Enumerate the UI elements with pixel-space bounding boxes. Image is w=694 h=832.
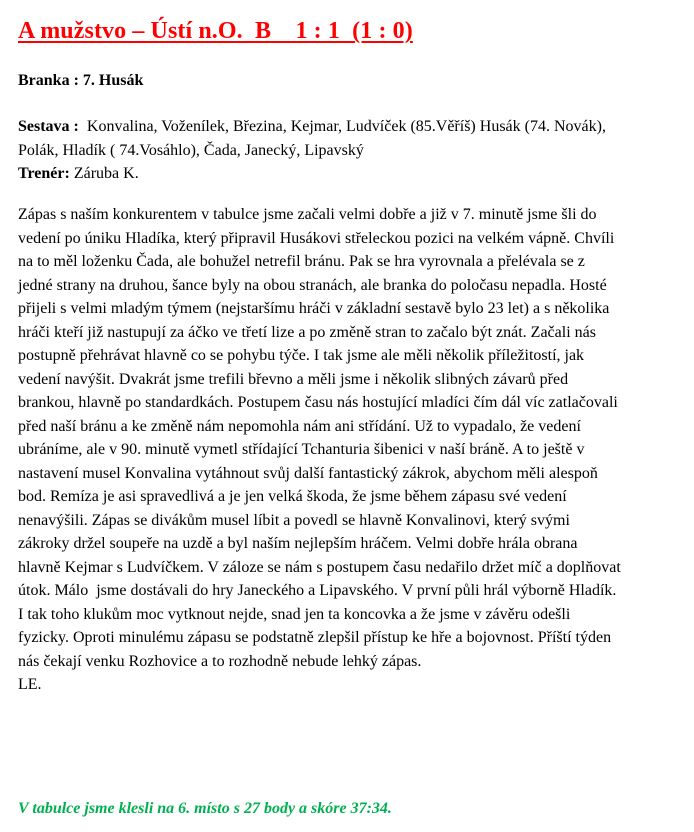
table-standing-note: V tabulce jsme klesli na 6. místo s 27 body a skóre 37:34.	[18, 800, 392, 817]
report-line: hlavně Kejmar s Ludvíčkem. V záloze se nám s postupem času nedařilo držet míč a doplňovat	[18, 558, 621, 576]
report-line: nás čekají venku Rozhovice a to rozhodně nebude lehký zápas.	[18, 652, 422, 670]
report-line: vedení navýšit. Dvakrát jsme trefili břevno a měli jsme i několik slibných závarů před	[18, 370, 569, 388]
report-line: vedení po úniku Hladíka, který připravil Husákovi střeleckou pozici na velkém vápně. Chvíli	[18, 229, 615, 247]
report-line: nastavení musel Konvalina vytáhnout svůj další fantastický zákrok, abychom měli alespoň	[18, 464, 598, 482]
report-line: nenavýšili. Zápas se divákům musel líbit a povedl se hlavně Konvalinovi, který svými	[18, 511, 570, 529]
coach-name: Záruba K.	[69, 165, 139, 182]
match-report	[18, 203, 686, 697]
lineup-players-1: Konvalina, Voženílek, Březina, Kejmar, Ludvíček (85.Věříš) Husák (74. Novák),	[78, 118, 606, 135]
match-title: A mužstvo – Ústí n.O. B 1 : 1 (1 : 0)	[18, 18, 413, 44]
report-line: přijeli s velmi mladým týmem (nejstaršímu hráči v základní sestavě bylo 23 let) a s několika	[18, 300, 610, 317]
lineup-section	[18, 115, 688, 186]
coach-line	[18, 162, 688, 186]
goal-scorer: Branka : 7. Husák	[18, 72, 144, 89]
coach-label: Trenér:	[18, 165, 70, 182]
report-line: brankou, hlavně po standardkách. Postupem času nás hostující mladíci čím dál víc zatlačovali	[18, 394, 618, 411]
report-line: fyzicky. Oproti minulému zápasu se podstatně zlepšil přístup ke hře a bojovnost. Příští týden	[18, 629, 612, 646]
report-line: útok. Málo jsme dostávali do hry Janeckého a Lipavského. V první půli hrál výborně Hladík.	[18, 582, 617, 599]
report-line: zákroky držel soupeře na uzdě a byl naším nejlepším hráčem. Velmi dobře hrála obrana	[18, 535, 578, 552]
report-line: jedné strany na druhou, šance byly na obou stranách, ale branka do poločasu nepadla. Hosté	[18, 276, 607, 294]
report-line: hráči kteří již nastupují za áčko ve třetí lize a po změně stran to začalo být znát. Začali nás	[18, 323, 596, 341]
report-line: LE.	[18, 676, 42, 693]
report-line: postupně přehrávat hlavně co se pohybu týče. I tak jsme ale měli několik příležitostí, jak	[18, 347, 585, 364]
report-line: I tak toho klukům moc vytknout nejde, snad jen ta koncovka a že jsme v závěru odešli	[18, 605, 571, 623]
lineup-label: Sestava :	[18, 118, 79, 135]
report-line: na to měl loženku Čada, ale bohužel netrefil bránu. Pak se hra vyrovnala a přelévala se z	[18, 253, 585, 270]
lineup-line-2: Polák, Hladík ( 74.Vosáhlo), Čada, Janecký, Lipavský	[18, 141, 364, 159]
report-line: před naší bránu a ke změně nám nepomohla nám ani střídání. Už to vypadalo, že vedení	[18, 417, 581, 435]
report-line: Zápas s naším konkurentem v tabulce jsme začali velmi dobře a již v 7. minutě jsme šli do	[18, 206, 597, 223]
lineup-line-1	[18, 115, 688, 139]
report-line: bod. Remíza je asi spravedlivá a je jen velká škoda, že jsme během zápasu své vedení	[18, 488, 567, 505]
report-line: ubráníme, ale v 90. minutě vymetl střídající Tchanturia šibenici v naší bráně. A to ještě v	[18, 441, 585, 458]
